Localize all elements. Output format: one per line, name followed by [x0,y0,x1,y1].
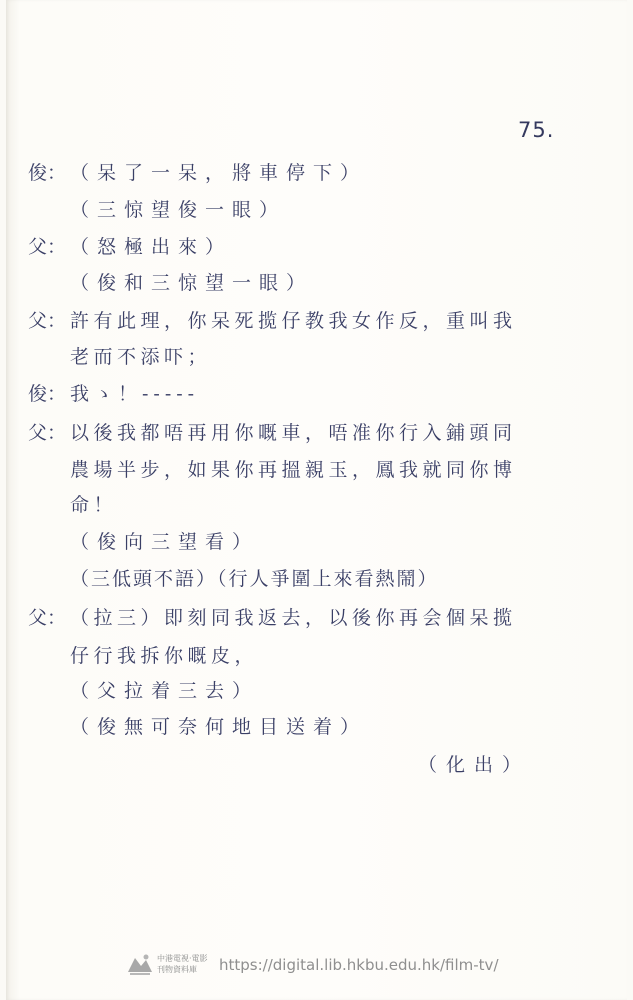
logo-text-line: 刊物資料庫 [157,965,197,974]
speaker-label: 父： [28,607,67,629]
line-text: 農場半步，如果你再搵親玉，鳳我就同你博 [70,459,517,481]
line-text: （俊向三望看） [70,531,260,553]
line-text: （父拉着三去） [70,680,260,702]
line-text: 仔行我拆你嘅皮， [70,645,259,667]
speaker-label: 俊： [28,383,67,405]
line-text: （怒極出來） [70,236,233,258]
line-text: 老而不添吓； [70,346,212,368]
line-text: （俊和三惊望一眼） [70,272,314,294]
archive-url: https://digital.lib.hkbu.edu.hk/film-tv/ [219,956,499,974]
speaker-label: 父： [28,310,67,332]
archive-logo-icon [125,952,155,978]
line-text: 許有此理，你呆死揽仔教我女作反，重叫我 [70,310,517,332]
closing-direction: （化出） [418,754,531,776]
line-text: 以後我都唔再用你嘅車，唔准你行入鋪頭同 [70,422,517,444]
line-text: （三低頭不語）（行人爭圍上來看熱鬧） [70,568,439,590]
speaker-label: 父： [28,236,67,258]
speaker-label: 俊： [28,162,67,184]
line-text: 我ゝ！----- [70,383,200,405]
watermark-footer [125,950,525,980]
page-number: 75. [518,118,555,142]
archive-logo-text [157,953,208,975]
logo-text-line: 中港電視·電影 [157,954,208,963]
line-text: （三惊望俊一眼） [70,199,287,221]
line-text: （俊無可奈何地目送着） [70,716,368,738]
line-text: （拉三）即刻同我返去，以後你再会個呆揽 [70,607,517,629]
line-text: （呆了一呆，將車停下） [70,162,368,184]
line-text: 命！ [70,494,118,516]
speaker-label: 父： [28,422,67,444]
